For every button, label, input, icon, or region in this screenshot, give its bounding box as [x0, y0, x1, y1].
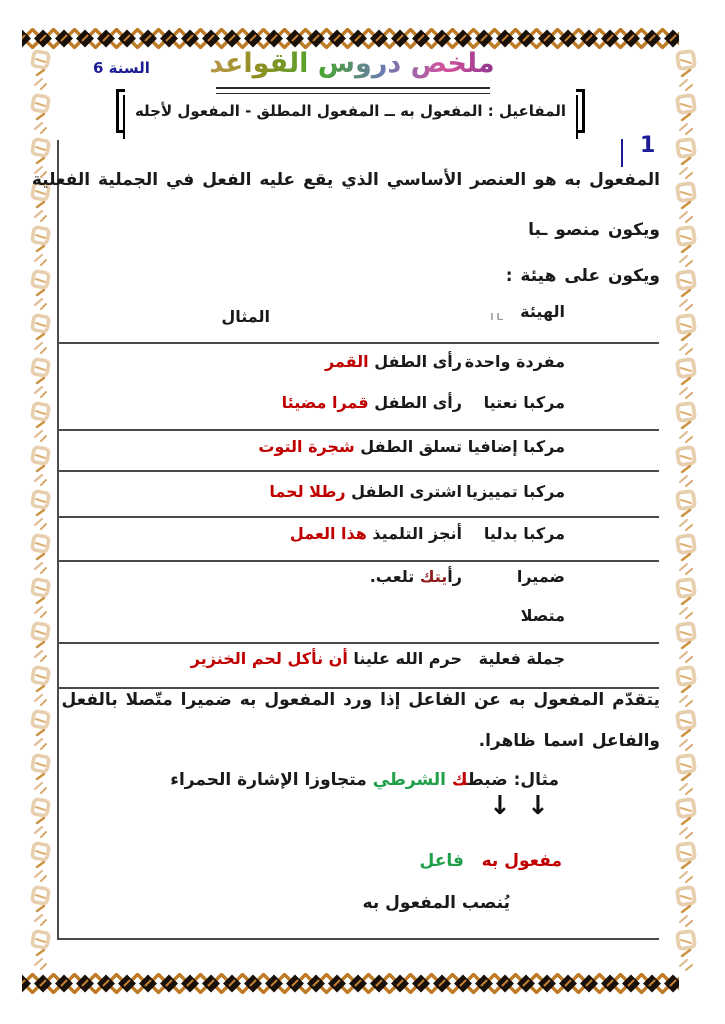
note-line: والفاعل اسما ظاهرا.: [478, 731, 660, 751]
object-highlight: القمر: [324, 352, 369, 371]
right-bracket-icon: [572, 89, 585, 133]
table-row-type: مركبا بدليا: [483, 524, 565, 543]
down-arrow-icon: ↓: [489, 791, 511, 821]
table-row-type: مركبا تمييزيا: [465, 482, 565, 501]
table-rule: [57, 470, 659, 472]
table-rule: [57, 516, 659, 518]
table-rule: [57, 429, 659, 431]
bottom-border-ornament: [22, 973, 679, 994]
table-row-example: رأيتك تلعب.: [369, 567, 462, 586]
object-highlight: هذا العمل: [289, 524, 367, 543]
object-highlight: أن نأكل لحم الخنزير: [190, 649, 348, 668]
object-pronoun-highlight: ك: [451, 770, 468, 790]
content-bottom-rule: [57, 938, 659, 940]
example-sentence: مثال: ضبطك الشرطي متجاوزا الإشارة الحمراء: [170, 770, 559, 790]
table-row-example: رأى الطفل قمرا مضيئا: [281, 393, 462, 412]
section-number: 1: [640, 133, 656, 158]
table-rule: [57, 560, 659, 562]
closing-line: يُنصب المفعول به: [362, 893, 510, 913]
table-rule: [57, 687, 659, 689]
table-row-example: اشترى الطفل رطلا لحما: [269, 482, 462, 501]
grammar-labels: [420, 851, 562, 871]
intro-line: ويكون منصو ـبا: [528, 220, 660, 240]
left-bracket-icon: [116, 89, 129, 133]
content-left-rule: [57, 140, 59, 940]
object-highlight: يتك: [419, 567, 448, 586]
top-border-ornament: [22, 28, 679, 49]
table-row-example: أنجز التلميذ هذا العمل: [289, 524, 462, 543]
subject-label: فاعل: [419, 851, 464, 871]
table-row-type: مركبا إضافيا: [467, 437, 565, 456]
table-row-type-line2: متصلا: [520, 606, 565, 625]
subtitle: المفاعيل : المفعول به ــ المفعول المطلق - المفعول لأجله: [134, 102, 566, 120]
table-rule: [57, 642, 659, 644]
right-border-ornament: [673, 49, 698, 973]
table-row-example: رأى الطفل القمر: [324, 352, 462, 371]
column-header-example: المثال: [221, 307, 270, 326]
table-row-type: جملة فعلية: [478, 649, 565, 668]
subtitle-banner: [133, 88, 585, 134]
table-row-type: مركبا نعتيا: [483, 393, 565, 412]
object-label: مفعول به: [481, 851, 562, 871]
intro-line: ويكون على هيئة :: [505, 266, 660, 286]
column-header-type: الهيئة: [520, 302, 565, 321]
table-rule: [57, 342, 659, 344]
table-row-type: ضميرا: [516, 567, 565, 586]
cursor-mark: [621, 139, 623, 167]
down-arrow-icon: ↓: [527, 791, 549, 821]
object-highlight: شجرة التوت: [258, 437, 355, 456]
subject-highlight: الشرطي: [372, 770, 446, 790]
table-row-type: مفردة واحدة: [464, 352, 565, 371]
scan-artifact: ـا ا: [490, 313, 503, 323]
note-line: يتقدّم المفعول به عن الفاعل إذا ورد المفعول به ضميرا متّصلا بالفعل: [61, 690, 660, 710]
page-title: ملخص دروس القواعد: [132, 48, 572, 79]
object-highlight: رطلا لحما: [269, 482, 346, 501]
year-label: السنة 6: [93, 59, 150, 77]
intro-line: المفعول به هو العنصر الأساسي الذي يقع عليه الفعل في الجملية الفعلية: [31, 170, 660, 190]
table-row-example: تسلق الطفل شجرة التوت: [258, 437, 462, 456]
table-row-example: حرم الله علينا أن نأكل لحم الخنزير: [190, 649, 462, 668]
object-highlight: قمرا مضيئا: [281, 393, 369, 412]
